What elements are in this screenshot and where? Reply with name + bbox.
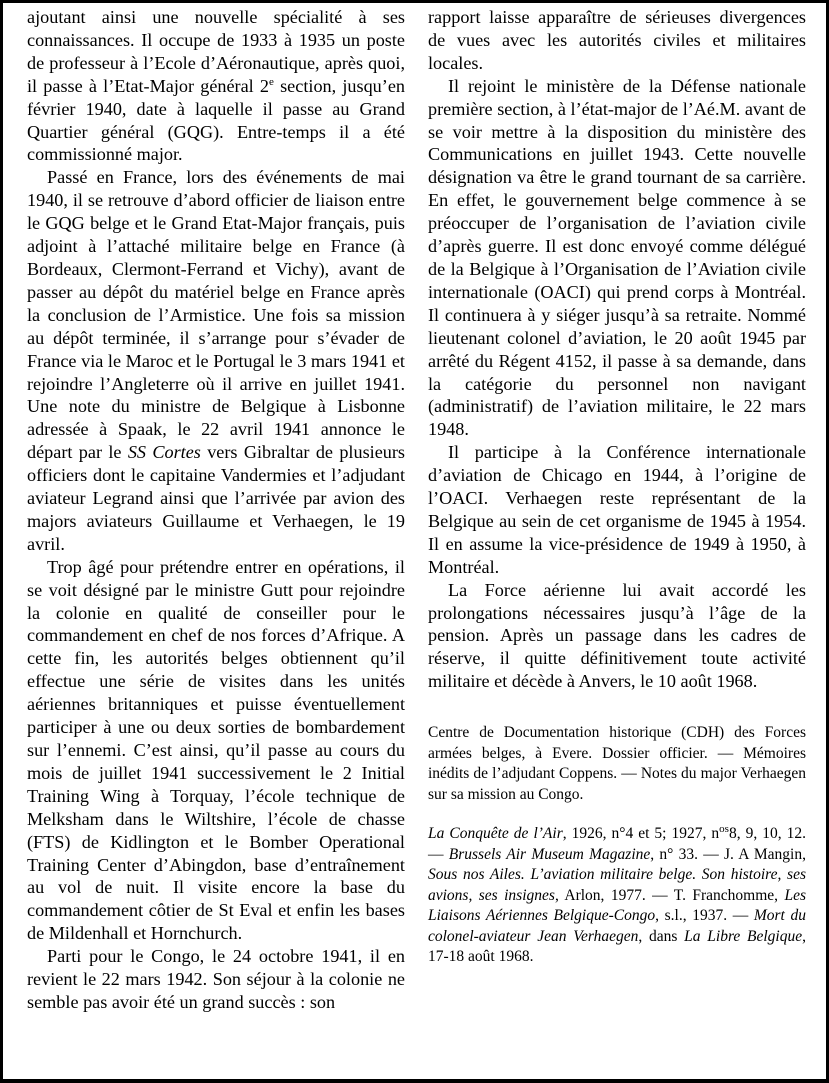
paragraph — [27, 6, 405, 166]
text-run: , Arlon, 1977. — T. Franchomme, — [554, 886, 785, 904]
text-run: Il participe à la Conférence internationale d’aviation de Chicago en 1944, à l’origine de l’OACI. Verhaegen reste représentant de la Belgique au sein de cet organisme de 1945 à 1954. Il en assume la vice-présidence de 1949 à 1950, à Montréal. — [428, 442, 806, 577]
right-column — [428, 6, 806, 968]
italic-title: La Conquête de l’Air — [428, 825, 563, 843]
italic-title: SS Cortes — [127, 442, 201, 463]
italic-title: Mort du colonel-aviateur Jean Verhaegen — [428, 907, 806, 945]
text-run: rapport laisse apparaître de sérieuses divergences de vues avec les autorités civiles et militaires locales. — [428, 7, 806, 73]
italic-title: La Libre Belgique — [684, 927, 803, 945]
text-run: Trop âgé pour prétendre entrer en opérations, il se voit désigné par le ministre Gutt pour rejoindre la colonie en qualité de conseiller pour le commandement en chef de nos forces d’Afrique. A cette fin, les autorités belges obtiennent qu’il effectue une série de visites dans les unités aériennes britanniques et puisse éventuellement participer à une ou deux sorties de bombardement sur l’ennemi. C’est ainsi, qu’il passe au cours du mois de juillet 1941 successivement le 2 Initial Training Wing à Torquay, l’école technique de Melksham dans le Wiltshire, l’école de chasse (FTS) de Kidlington et le Bomber Operational Training Center d’Abingdon, base d’entraînement au vol de nuit. Il visite encore la base du commandement côtier de St Eval et enfin les bases de Mildenhall et Hornchurch. — [27, 556, 405, 944]
left-column — [27, 6, 405, 1014]
italic-title: Brussels Air Museum Magazine — [448, 845, 651, 863]
text-run: vers Gibraltar de plusieurs officiers dont le capitaine Vandermies et l’adjudant aviateur Legrand ainsi que l’arrivée par avion des majors aviateurs Guillaume et Verhaegen, le 19 avril. — [27, 442, 405, 554]
text-run: Parti pour le Congo, le 24 octobre 1941, il en revient le 22 mars 1942. Son séjour à la colonie ne semble pas avoir été un grand succès : son — [27, 946, 405, 1012]
text-run: ajoutant ainsi une nouvelle spécialité à ses connaissances. Il occupe de 1933 à 1935 un poste de professeur à l’Ecole d’Aéronautique, après quoi, il passe à l’Etat-Major général 2 — [27, 7, 405, 96]
text-run: La Force aérienne lui avait accordé les prolongations nécessaires jusqu’à l’âge de la pension. Après un passage dans les cadres de réserve, il quitte définitivement toute activité militaire et décède à Anvers, le 10 août 1968. — [428, 579, 806, 692]
sources-note: Centre de Documentation historique (CDH) des Forces armées belges, à Evere. Dossier officier. — Mémoires inédits de l’adjudant Coppens. — Notes du major Verhaegen sur sa mission au Congo. — [428, 724, 806, 803]
italic-title: Les Liaisons Aériennes Belgique-Congo — [428, 886, 806, 925]
bibliography — [428, 824, 806, 968]
superscript: os — [719, 823, 729, 836]
text-run: section, jusqu’en février 1940, date à laquelle il passe au Grand Quartier général (GQG). Entre-temps il a été commissionné major. — [27, 75, 405, 165]
paragraph — [428, 6, 806, 75]
paragraph — [27, 166, 405, 555]
italic-title: Sous nos Ailes. L’aviation militaire belge. Son histoire, ses avions, ses insignes — [428, 866, 806, 904]
text-run: Il rejoint le ministère de la Défense nationale première section, à l’état-major de l’Aé.M. avant de se voir mettre à la disposition du ministère des Communications en juillet 1943. Cette nouvelle désignation va être le grand tournant de sa carrière. En effet, le gouvernement belge commence à se préoccuper de l’organisation de l’aviation civile d’après guerre. Il est donc envoyé comme délégué de la Belgique à l’Organisation de l’Aviation civile internationale (OACI) qui prend corps à Montréal. Il continuera à y siéger jusqu’à sa retraite. Nommé lieutenant colonel d’aviation, le 20 août 1945 par arrêté du Régent 4152, il passe à sa demande, dans la catégorie du personnel non navigant (administratif) de l’aviation militaire, le 22 mars 1948. — [428, 75, 806, 440]
text-run: , 1926, n°4 et 5; 1927, n — [562, 825, 720, 843]
paragraph — [428, 75, 806, 442]
paragraph — [27, 556, 405, 945]
text-run: 8, 9, 10, 12. — — [428, 825, 806, 863]
paragraph — [27, 945, 405, 1014]
text-run: Passé en France, lors des événements de mai 1940, il se retrouve d’abord officier de liaison entre le GQG belge et le Grand Etat-Major français, puis adjoint à l’attaché militaire belge en France (à Bordeaux, Clermont-Ferrand et Vichy), avant de passer au dépôt du matériel belge en France après la conclusion de l’Armistice. Une fois sa mission au dépôt terminée, il s’arrange pour s’évader de France via le Maroc et le Portugal le 3 mars 1941 et rejoindre l’Angleterre où il arrive en juillet 1941. Une note du ministre de Belgique à Lisbonne adressée à Spaak, le 22 avril 1941 annonce le départ par le — [27, 167, 405, 463]
text-run: , s.l., 1937. — — [655, 907, 754, 925]
text-run: , 17-18 août 1968. — [428, 927, 806, 966]
text-run: , n° 33. — J. A Mangin, — [650, 845, 806, 863]
superscript: e — [269, 75, 274, 88]
paragraph — [428, 441, 806, 578]
text-run: , dans — [638, 927, 685, 945]
paragraph — [428, 579, 806, 694]
right-column-body — [428, 6, 806, 693]
